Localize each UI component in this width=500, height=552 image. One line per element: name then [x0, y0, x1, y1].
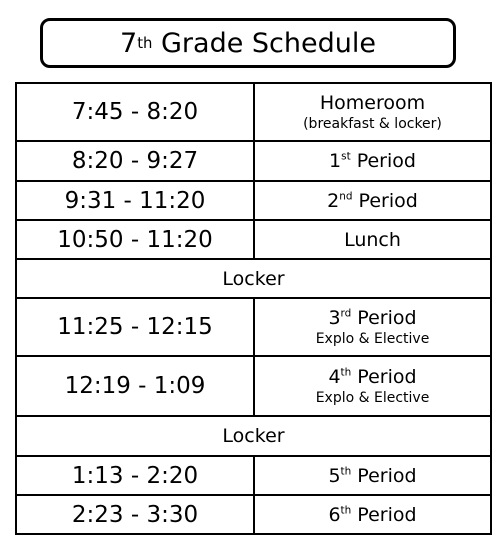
period-ordinal: th — [340, 504, 352, 517]
period-cell — [254, 356, 491, 416]
time-cell: 2:23 - 3:30 — [16, 495, 254, 534]
period-number: 6 — [328, 503, 341, 526]
period-ordinal: st — [341, 150, 351, 163]
period-word: Period — [351, 464, 417, 487]
period-cell — [254, 83, 491, 141]
period-ordinal: rd — [340, 307, 352, 320]
period-cell — [254, 298, 491, 356]
table-row — [16, 141, 491, 181]
time-cell: 1:13 - 2:20 — [16, 456, 254, 495]
table-row — [16, 456, 491, 495]
table-row — [16, 495, 491, 534]
schedule-table — [15, 82, 492, 535]
period-cell — [254, 181, 491, 220]
table-row — [16, 83, 491, 141]
table-row — [16, 259, 491, 298]
period-word: Period — [351, 503, 417, 526]
period-note: (breakfast & locker) — [303, 116, 442, 132]
time-cell: 7:45 - 8:20 — [16, 83, 254, 141]
period-note: Explo & Elective — [315, 390, 430, 406]
period-cell — [254, 456, 491, 495]
time-cell: 9:31 - 11:20 — [16, 181, 254, 220]
period-number: 1 — [329, 150, 342, 172]
period-word: Period — [350, 150, 416, 172]
page-title: 7 th Grade Schedule — [40, 18, 456, 68]
period-number: 4 — [328, 366, 341, 388]
period-label — [255, 366, 490, 388]
period-note: Explo & Elective — [315, 331, 430, 347]
period-cell: Lunch — [254, 220, 491, 259]
period-cell — [254, 495, 491, 534]
table-row — [16, 181, 491, 220]
time-cell: 8:20 - 9:27 — [16, 141, 254, 181]
period-word: Period — [351, 307, 417, 329]
time-cell: 10:50 - 11:20 — [16, 220, 254, 259]
period-label: Homeroom — [319, 92, 426, 114]
period-label — [255, 307, 490, 329]
locker-break-cell: Locker — [16, 416, 491, 456]
period-ordinal: th — [340, 366, 352, 379]
table-row — [16, 298, 491, 356]
period-number: 3 — [328, 307, 341, 329]
time-cell: 12:19 - 1:09 — [16, 356, 254, 416]
title-rest: Grade Schedule — [152, 27, 376, 59]
period-word: Period — [352, 189, 418, 212]
table-row — [16, 356, 491, 416]
period-ordinal: th — [340, 465, 352, 478]
period-number: 2 — [327, 189, 340, 212]
period-ordinal: nd — [339, 190, 353, 203]
period-cell — [254, 141, 491, 181]
title-prefix: 7 — [120, 27, 138, 59]
locker-break-cell: Locker — [16, 259, 491, 298]
period-number: 5 — [328, 464, 341, 487]
time-cell: 11:25 - 12:15 — [16, 298, 254, 356]
table-row — [16, 416, 491, 456]
table-row — [16, 220, 491, 259]
period-word: Period — [351, 366, 417, 388]
